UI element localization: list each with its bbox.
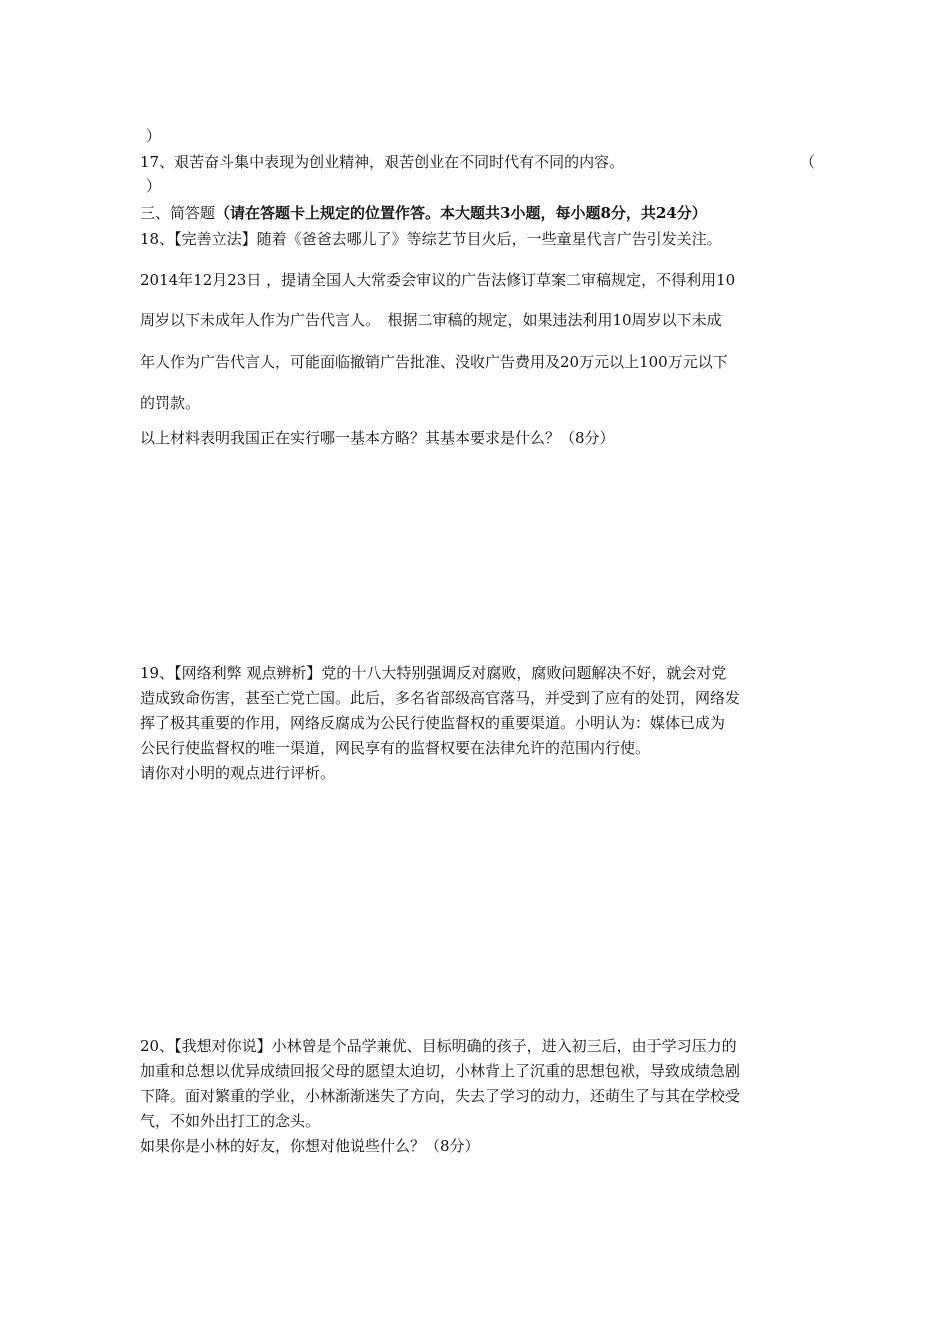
q19-line-4: 公民行使监督权的唯一渠道，网民享有的监督权要在法律允许的范围内行使。 — [140, 739, 651, 757]
q18-line-2: 2014年12月23日 ，提请全国人大常委会审议的广告法修订草案二审稿规定，不得利用10 — [140, 271, 736, 289]
q20-line-1: 20、【我想对你说】小林曾是个品学兼优、目标明确的孩子，进入初三后，由于学习压力的 — [140, 1037, 737, 1055]
section-heading — [140, 203, 707, 223]
q18-line-3: 周岁以下未成年人作为广告代言人。 根据二审稿的规定，如果违法利用10周岁以下未成 — [140, 311, 722, 329]
q20-line-3: 下降。面对繁重的学业，小林渐渐迷失了方向，失去了学习的动力，还萌生了与其在学校受 — [140, 1087, 741, 1105]
q18-line-1: 18、【完善立法】随着《爸爸去哪儿了》等综艺节目火后，一些童星代言广告引发关注。 — [140, 230, 722, 248]
q20-question: 如果你是小林的好友，你想对他说些什么？（8分） — [140, 1137, 480, 1155]
q17-close-paren: ） — [146, 177, 162, 195]
q18-line-4: 年人作为广告代言人，可能面临撤销广告批准、没收广告费用及20万元以上100万元以下 — [140, 353, 728, 371]
section-instructions: （请在答题卡上规定的位置作答。本大题共3小题，每小题8分，共24分） — [215, 204, 707, 222]
q19-question: 请你对小明的观点进行评析。 — [140, 764, 336, 782]
section-title: 三、简答题 — [140, 204, 216, 222]
q19-line-1: 19、【网络利弊 观点辨析】党的十八大特别强调反对腐败，腐败问题解决不好，就会对党 — [140, 664, 727, 682]
q16-close-paren: ） — [146, 127, 162, 145]
q18-line-5: 的罚款。 — [140, 394, 201, 412]
q19-line-2: 造成致命伤害，甚至亡党亡国。此后，多名省部级高官落马，并受到了应有的处罚，网络发 — [140, 689, 741, 707]
q19-line-3: 挥了极其重要的作用，网络反腐成为公民行使监督权的重要渠道。小明认为：媒体已成为 — [140, 714, 726, 732]
q17-open-paren: （ — [800, 153, 816, 171]
q20-line-4: 气，不如外出打工的念头。 — [140, 1112, 321, 1130]
q17-text: 17、艰苦奋斗集中表现为创业精神，艰苦创业在不同时代有不同的内容。 — [140, 153, 625, 171]
q20-line-2: 加重和总想以优异成绩回报父母的愿望太迫切，小林背上了沉重的思想包袱，导致成绩急剧 — [140, 1062, 741, 1080]
q18-question: 以上材料表明我国正在实行哪一基本方略？其基本要求是什么？（8分） — [140, 429, 615, 447]
